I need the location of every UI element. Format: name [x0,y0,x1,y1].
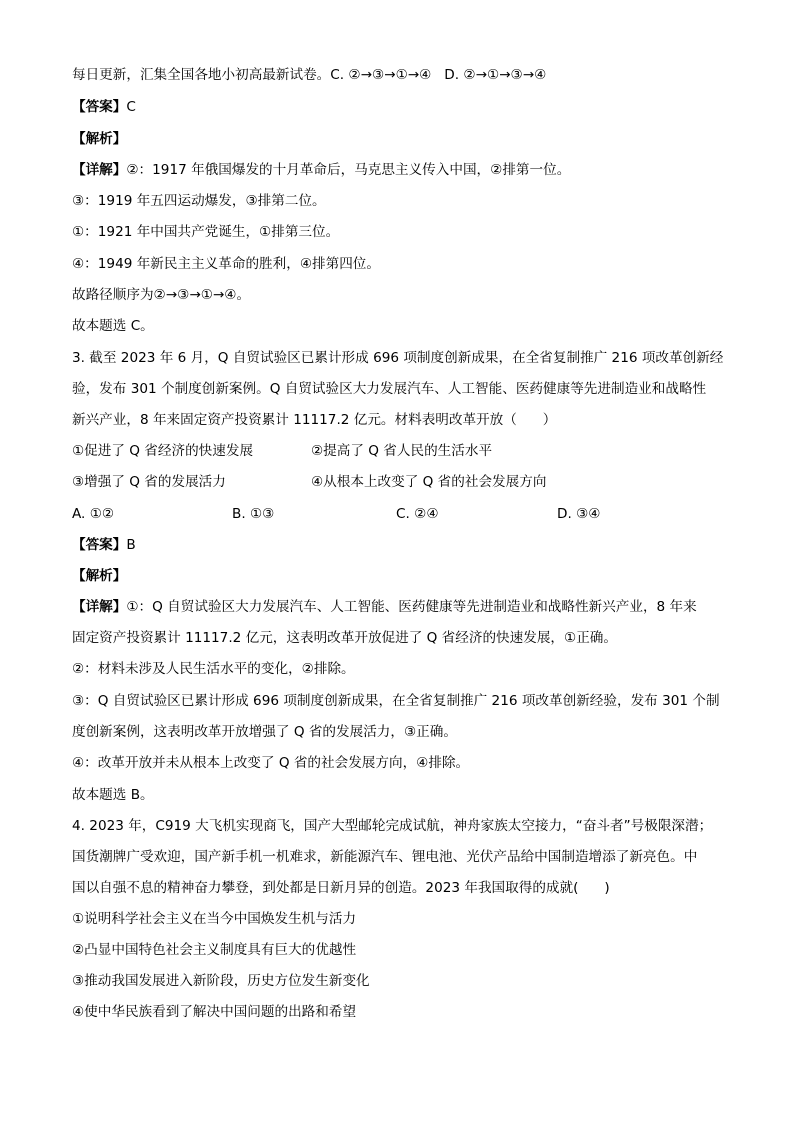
answer-value: C [126,99,136,115]
q2-detail-line: ④：1949 年新民主主义革命的胜利，④排第四位。 [72,256,380,272]
q3-detail-line: ④：改革开放并未从根本上改变了 Q 省的社会发展方向，④排除。 [72,755,470,771]
q3-item: ①促进了 Q 省经济的快速发展 [72,443,254,459]
q2-conclusion: 故路径顺序为②→③→①→④。 [72,287,251,303]
q3-item: ③增强了 Q 省的发展活力 [72,474,226,490]
q3-detail-line [72,598,697,616]
q3-detail-line: 度创新案例，这表明改革开放增强了 Q 省的发展活力，③正确。 [72,724,457,740]
q4-stem-line: 4. 2023 年，C919 大飞机实现商飞，国产大型邮轮完成试航，神舟家族太空接力，“奋斗者”号极限深潜； [72,818,713,834]
q3-detail-line: ②：材料未涉及人民生活水平的变化，②排除。 [72,661,355,677]
q4-stem-line: 国货潮牌广受欢迎，国产新手机一机难求，新能源汽车、锂电池、光伏产品给中国制造增添了新亮色。中 [72,849,698,865]
detail-text: ②：1917 年俄国爆发的十月革命后，马克思主义传入中国，②排第一位。 [126,162,571,178]
q3-item: ②提高了 Q 省人民的生活水平 [311,443,493,459]
top-line [72,66,546,84]
q2-answer [72,98,136,116]
q2-detail-line: ①：1921 年中国共产党诞生，①排第三位。 [72,224,340,240]
q2-detail-line: ③：1919 年五四运动爆发，③排第二位。 [72,193,326,209]
q4-item: ①说明科学社会主义在当今中国焕发生机与活力 [72,911,357,927]
detail-label: 【详解】 [72,599,127,615]
answer-label: 【答案】 [72,99,127,115]
q3-analysis-label: 【解析】 [72,568,127,584]
q3-stem-line: 3. 截至 2023 年 6 月，Q 自贸试验区已累计形成 696 项制度创新成果，在全省复制推广 216 项改革创新经 [72,350,724,366]
q3-choice-d: D. ③④ [557,506,601,522]
q3-choice-b: B. ①③ [232,506,275,522]
q2-detail-line [72,161,570,179]
q3-answer [72,536,136,554]
q3-detail-line: ③：Q 自贸试验区已累计形成 696 项制度创新成果，在全省复制推广 216 项改革创新经验，发布 301 个制 [72,693,720,709]
detail-label: 【详解】 [72,162,127,178]
q3-choice-a: A. ①② [72,506,115,522]
q3-detail-line: 固定资产投资累计 11117.2 亿元，这表明改革开放促进了 Q 省经济的快速发展，①正确。 [72,630,617,646]
q3-stem-line: 验，发布 301 个制度创新案例。Q 自贸试验区大力发展汽车、人工智能、医药健康等先进制造业和战略性 [72,381,707,397]
q2-final-choice: 故本题选 C。 [72,318,154,334]
detail-text: ①：Q 自贸试验区大力发展汽车、人工智能、医药健康等先进制造业和战略性新兴产业，8 年来 [126,599,697,615]
q3-stem-line: 新兴产业，8 年来固定资产投资累计 11117.2 亿元。材料表明改革开放（ ） [72,412,557,428]
q4-item: ③推动我国发展进入新阶段，历史方位发生新变化 [72,973,370,989]
q3-choice-c: C. ②④ [396,506,439,522]
q4-item: ②凸显中国特色社会主义制度具有巨大的优越性 [72,942,357,958]
answer-label: 【答案】 [72,537,127,553]
q3-final-choice: 故本题选 B。 [72,787,154,803]
answer-value: B [126,537,136,553]
q4-item: ④使中华民族看到了解决中国问题的出路和希望 [72,1004,357,1020]
q2-options-cd: C. ②→③→①→④ D. ②→①→③→④ [330,67,547,83]
q3-item: ④从根本上改变了 Q 省的社会发展方向 [311,474,547,490]
q2-analysis-label: 【解析】 [72,131,127,147]
q4-stem-line: 国以自强不息的精神奋力攀登，到处都是日新月异的创造。2023 年我国取得的成就( ) [72,880,610,896]
ad-text: 每日更新，汇集全国各地小初高最新试卷。 [72,67,331,83]
